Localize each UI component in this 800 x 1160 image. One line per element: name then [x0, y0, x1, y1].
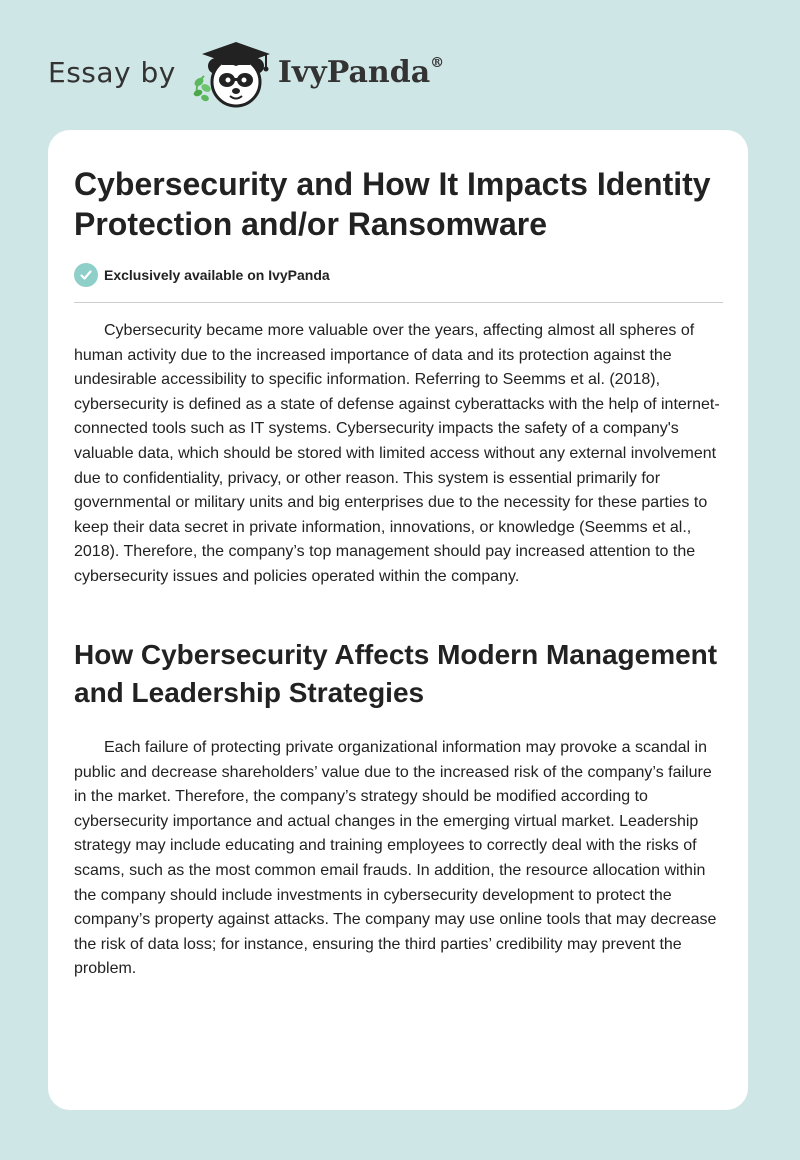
registered-mark: ®: [430, 54, 445, 71]
body-paragraph: Each failure of protecting private organizational information may provoke a scandal in public and decrease shareholders’ value due to the increased risk of the company’s failure in the market. Therefore, the company’s strategy should be modified according to cybersecurity importance and actual changes in the emerging virtual market. Leadership strategy may include educating and training employees to correctly deal with the risks of scams, such as the most common email frauds. In addition, the resource allocation within the company should include investments in cybersecurity development to protect the company’s property against attacks. The company may use online tools that may decrease the risk of data loss; for instance, ensuring the third parties’ credibility may prevent the problem.: [74, 739, 717, 978]
divider: [74, 302, 723, 303]
panda-logo-icon: [190, 36, 274, 108]
section-heading: How Cybersecurity Affects Modern Management and Leadership Strategies: [74, 639, 718, 708]
body-paragraph: Cybersecurity became more valuable over the years, affecting almost all spheres of human activity due to the increased importance of data and its protection against the undesirable accessibility to specific information. Referring to Seemms et al. (2018), cybersecurity is defined as a state of defense against cyberattacks with the help of internet-connected tools such as IT systems. Cybersecurity impacts the safety of a company's valuable data, which should be stored with limited access without any external involvement due to confidentiality, privacy, or other reason. This system is essential primarily for governmental or military units and big enterprises due to the necessity for these parties to keep their data secret in private information, innovations, or knowledge (Seemms et al., 2018). Therefore, the company’s top management should pay increased attention to the cybersecurity issues and policies operated within the company.: [74, 322, 720, 585]
brand-name: IvyPanda®: [277, 54, 445, 90]
site-header: [48, 36, 444, 108]
exclusive-badge: [74, 263, 330, 287]
essay-title: Cybersecurity and How It Impacts Identity Protection and/or Ransomware: [74, 166, 711, 242]
check-icon: [74, 263, 98, 287]
exclusive-text: Exclusively available on IvyPanda: [104, 267, 330, 283]
ivypanda-logo[interactable]: [190, 36, 444, 108]
essay-card: [48, 130, 748, 1110]
essay-by-label: Essay by: [48, 55, 176, 89]
